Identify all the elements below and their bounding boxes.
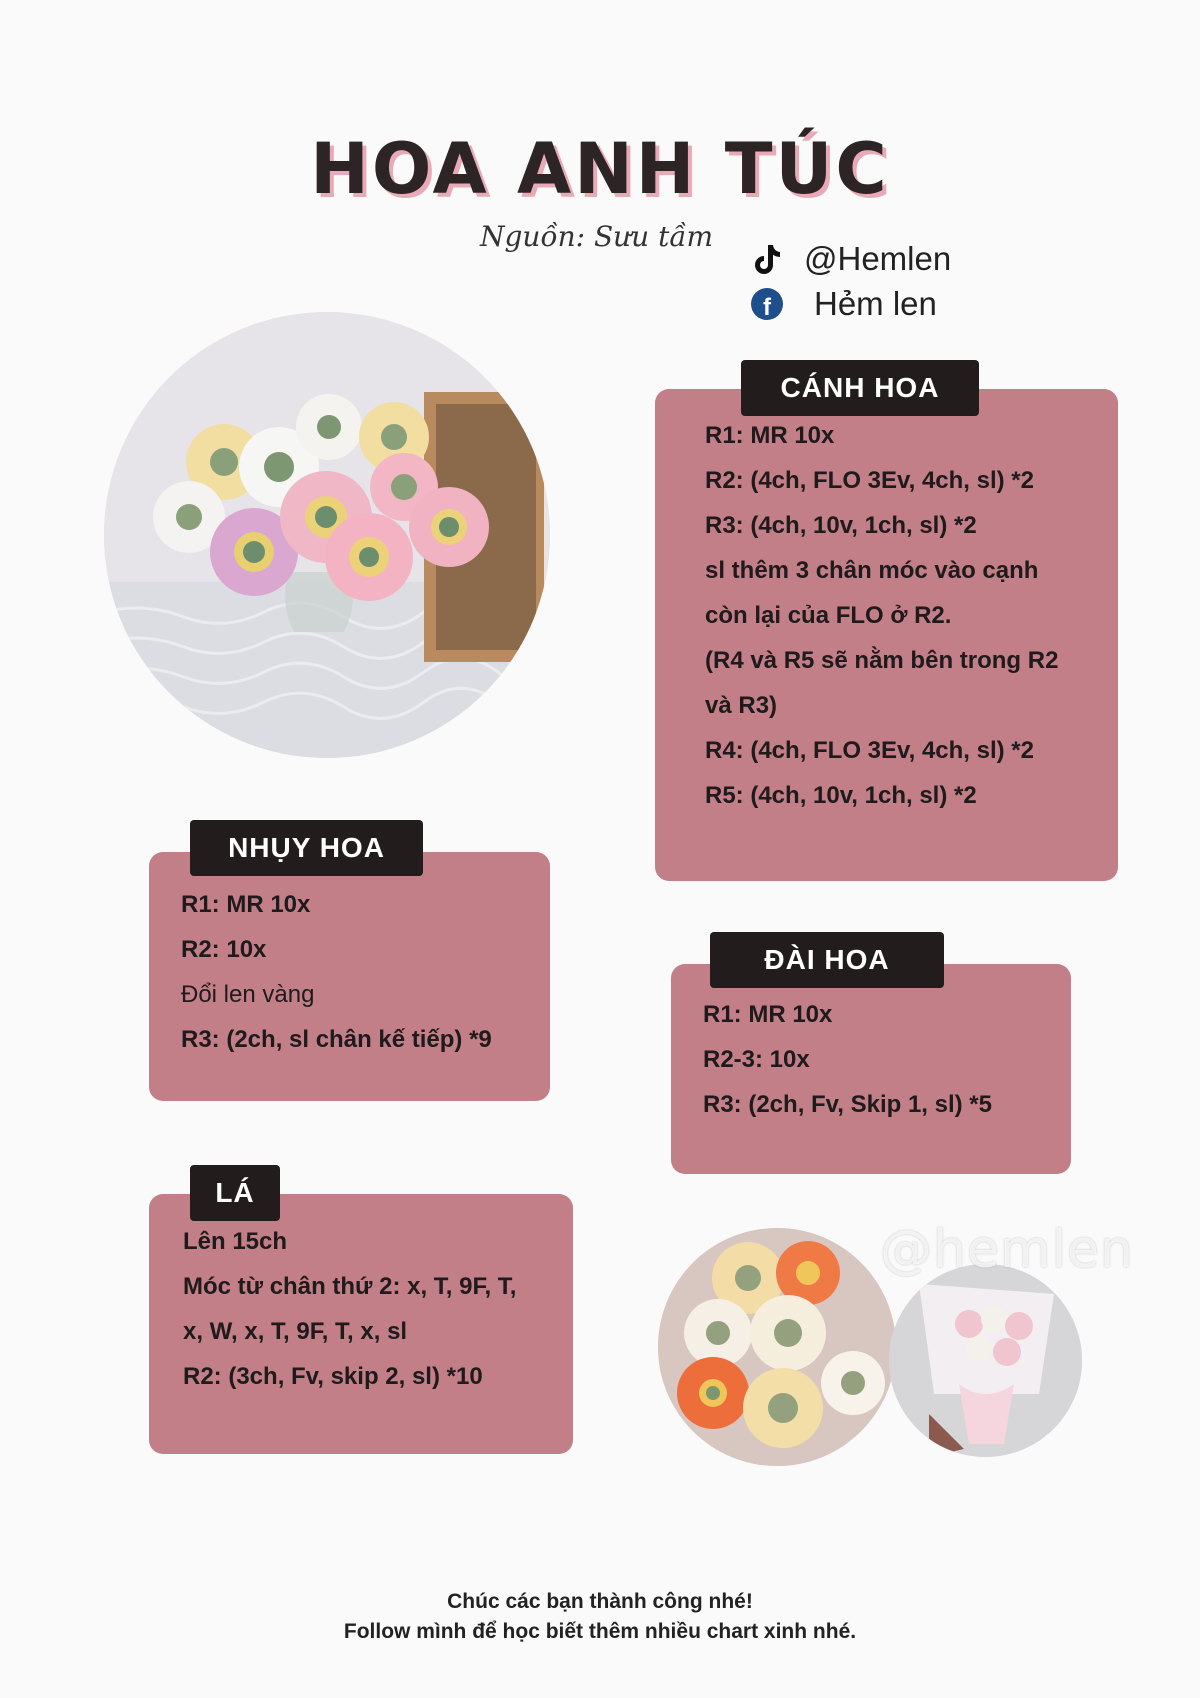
footer-line-2: Follow mình để học biết thêm nhiều chart xinh nhé.: [343, 1620, 857, 1643]
poppy-bunch-photo: [658, 1228, 896, 1466]
poppy-bouquet-photo: [104, 312, 550, 758]
tiktok-handle-row[interactable]: [750, 240, 951, 278]
la-line: x, W, x, T, 9F, T, x, sl: [183, 1318, 408, 1345]
watermark: @hemlen: [880, 1220, 1134, 1280]
facebook-row[interactable]: [750, 285, 937, 323]
nhuy-hoa-heading: NHỤY HOA: [190, 820, 423, 876]
la-line: Móc từ chân thứ 2: x, T, 9F, T,: [183, 1273, 517, 1300]
canh-hoa-line: sl thêm 3 chân móc vào cạnh: [705, 557, 1039, 584]
tiktok-handle: @Hemlen: [804, 240, 952, 277]
canh-hoa-line: R4: (4ch, FLO 3Ev, 4ch, sl) *2: [705, 737, 1034, 764]
dai-hoa-line: R1: MR 10x: [703, 1001, 833, 1028]
nhuy-hoa-card: [149, 852, 550, 1101]
canh-hoa-line: (R4 và R5 sẽ nằm bên trong R2: [705, 647, 1059, 674]
source-credit: Nguồn: Sưu tầm: [480, 220, 714, 253]
la-heading: LÁ: [190, 1165, 280, 1221]
dai-hoa-heading: ĐÀI HOA: [710, 932, 944, 988]
dai-hoa-card: [671, 964, 1071, 1174]
canh-hoa-heading: CÁNH HOA: [741, 360, 979, 416]
facebook-name: Hẻm len: [814, 285, 937, 322]
nhuy-hoa-line: Đổi len vàng: [181, 981, 315, 1008]
canh-hoa-line: R3: (4ch, 10v, 1ch, sl) *2: [705, 512, 977, 539]
facebook-icon: f: [750, 287, 784, 321]
canh-hoa-line: R5: (4ch, 10v, 1ch, sl) *2: [705, 782, 977, 809]
tiktok-icon: [750, 242, 784, 276]
poppy-bouquet-wrapped-photo: [889, 1264, 1082, 1457]
canh-hoa-line: và R3): [705, 692, 778, 719]
nhuy-hoa-line: R3: (2ch, sl chân kế tiếp) *9: [181, 1026, 492, 1053]
nhuy-hoa-line: R2: 10x: [181, 936, 267, 963]
canh-hoa-line: còn lại của FLO ở R2.: [705, 602, 952, 629]
dai-hoa-line: R2-3: 10x: [703, 1046, 810, 1073]
footer-line-1: Chúc các bạn thành công nhé!: [447, 1590, 753, 1613]
canh-hoa-line: R2: (4ch, FLO 3Ev, 4ch, sl) *2: [705, 467, 1034, 494]
la-line: Lên 15ch: [183, 1228, 288, 1255]
canh-hoa-card: [655, 389, 1118, 881]
dai-hoa-line: R3: (2ch, Fv, Skip 1, sl) *5: [703, 1091, 992, 1118]
la-card: [149, 1194, 573, 1454]
canh-hoa-line: R1: MR 10x: [705, 422, 835, 449]
page-title: HOA ANH TÚC: [310, 128, 890, 210]
nhuy-hoa-line: R1: MR 10x: [181, 891, 311, 918]
la-line: R2: (3ch, Fv, skip 2, sl) *10: [183, 1363, 483, 1390]
